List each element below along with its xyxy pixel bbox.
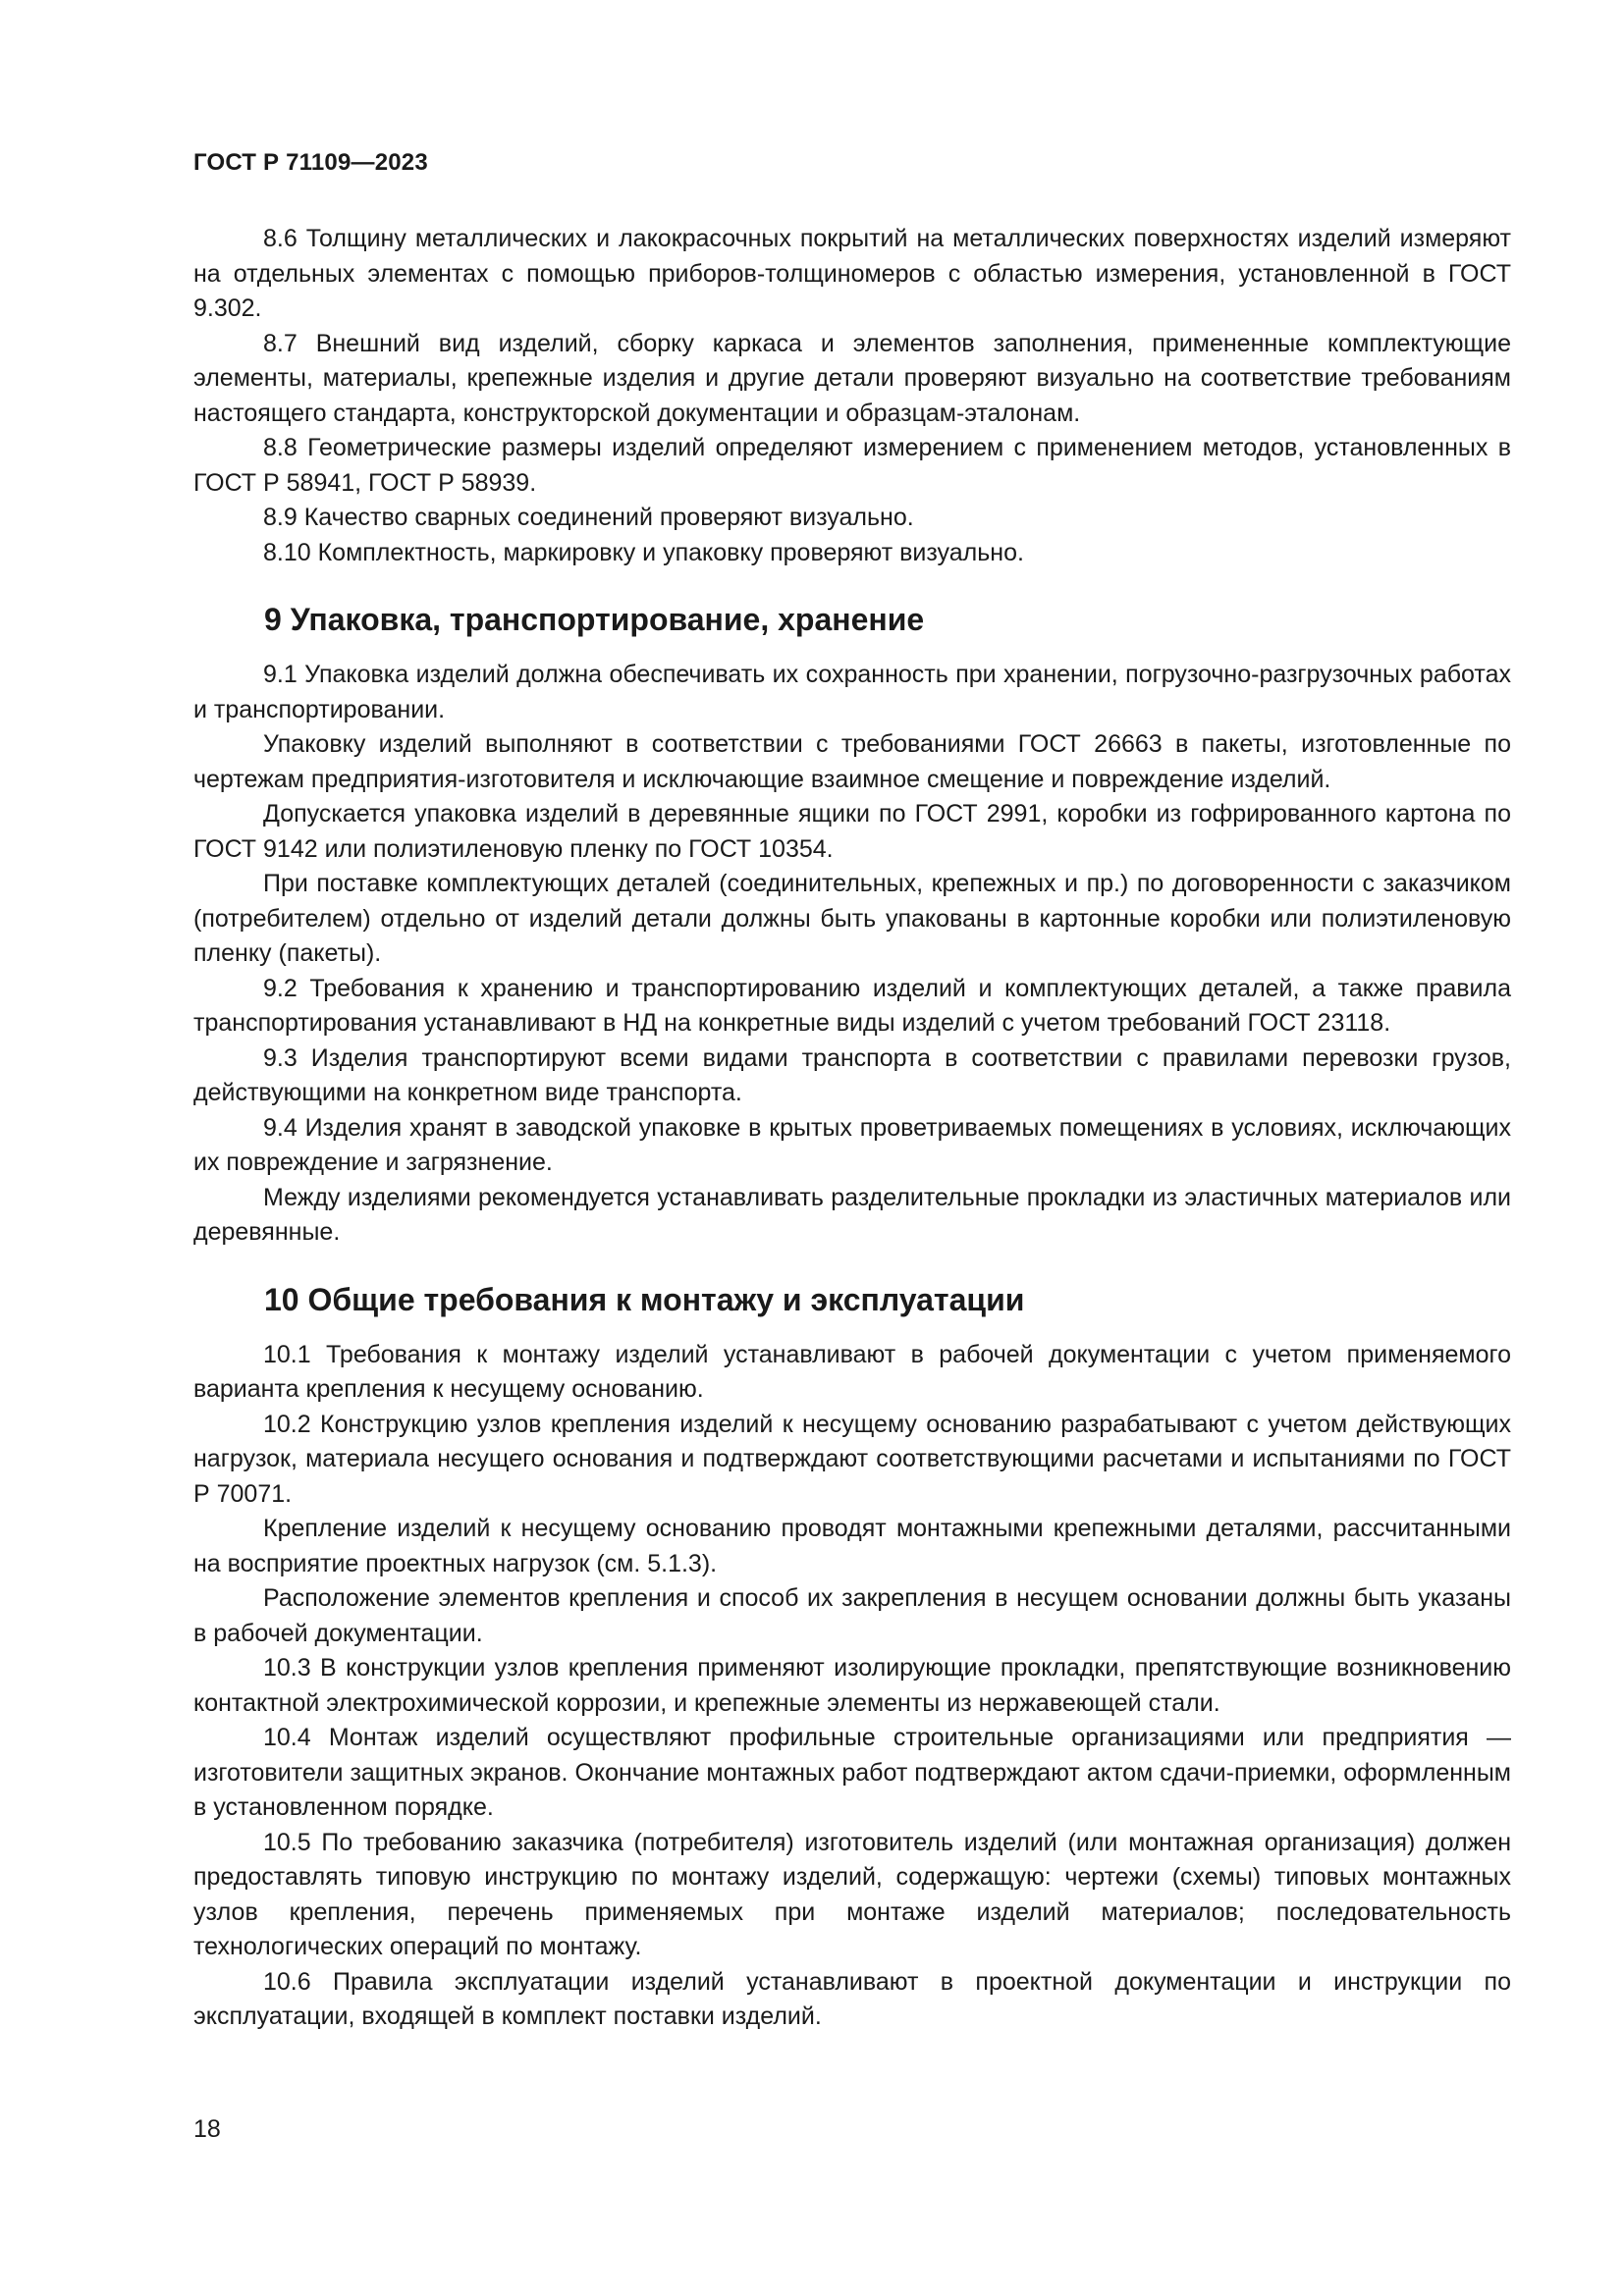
clause-8-6: 8.6 Толщину металлических и лакокрасочных покрытий на металлических поверхностях изделий измеряют на отдельных элементах с помощью приборов-толщиномеров с областью измерения, установленной в ГОСТ 9.302. [193,225,1511,322]
clause-10-4: 10.4 Монтаж изделий осуществляют профильные строительные организациями или предприятия — изготовители защитных экранов. Окончание монтажных работ подтверждают актом сдачи-приемки, оформленным в установленном порядке. [193,1724,1511,1821]
document-code: ГОСТ Р 71109—2023 [193,149,428,176]
paragraph: Упаковку изделий выполняют в соответствии с требованиями ГОСТ 26663 в пакеты, изготовленные по чертежам предприятия-изготовителя и исключающие взаимное смещение и повреждение изделий. [193,730,1511,793]
section-9-heading: 9 Упаковка, транспортирование, хранение [264,602,925,637]
paragraph: Крепление изделий к несущему основанию проводят монтажными крепежными деталями, рассчитанными на восприятие проектных нагрузок (см. 5.1.3). [193,1515,1511,1577]
page-content [193,222,1511,2035]
clause-10-1: 10.1 Требования к монтажу изделий устанавливают в рабочей документации с учетом применяемого варианта крепления к несущему основанию. [193,1340,1511,1403]
clause-8-7: 8.7 Внешний вид изделий, сборку каркаса и элементов заполнения, примененные комплектующие элементы, материалы, крепежные изделия и другие детали проверяют визуально на соответствие требованиям настоящего стандарта, конструкторской документации и образцам-эталонам. [193,329,1511,427]
page-number: 18 [193,2115,221,2143]
paragraph: При поставке комплектующих деталей (соединительных, крепежных и пр.) по договоренности с заказчиком (потребителем) отдельно от изделий детали должны быть упакованы в картонные коробки или полиэтиленовую пленку (пакеты). [193,870,1511,967]
clause-8-10: 8.10 Комплектность, маркировку и упаковку проверяют визуально. [263,538,1024,566]
paragraph: Допускается упаковка изделий в деревянные ящики по ГОСТ 2991, коробки из гофрированного картона по ГОСТ 9142 или полиэтиленовую пленку по ГОСТ 10354. [193,800,1511,863]
clause-9-1: 9.1 Упаковка изделий должна обеспечивать их сохранность при хранении, погрузочно-разгрузочных работах и транспортировании. [193,661,1511,723]
clause-9-3: 9.3 Изделия транспортируют всеми видами транспорта в соответствии с правилами перевозки грузов, действующими на конкретном виде транспорта. [193,1043,1511,1106]
paragraph: Между изделиями рекомендуется устанавливать разделительные прокладки из эластичных материалов или деревянные. [193,1183,1511,1246]
paragraph: Расположение элементов крепления и способ их закрепления в несущем основании должны быть указаны в рабочей документации. [193,1584,1511,1647]
clause-8-9: 8.9 Качество сварных соединений проверяют визуально. [263,504,914,531]
clause-9-4: 9.4 Изделия хранят в заводской упаковке в крытых проветриваемых помещениях в условиях, исключающих их повреждение и загрязнение. [193,1113,1511,1176]
clause-8-8: 8.8 Геометрические размеры изделий определяют измерением с применением методов, установленных в ГОСТ Р 58941, ГОСТ Р 58939. [193,434,1511,497]
clause-10-2: 10.2 Конструкцию узлов крепления изделий к несущему основанию разрабатывают с учетом действующих нагрузок, материала несущего основания и подтверждают соответствующими расчетами и испытаниями по ГОСТ Р 70071. [193,1410,1511,1508]
clause-10-6: 10.6 Правила эксплуатации изделий устанавливают в проектной документации и инструкции по эксплуатации, входящей в комплект поставки изделий. [193,1967,1511,2030]
clause-9-2: 9.2 Требования к хранению и транспортированию изделий и комплектующих деталей, а также правила транспортирования устанавливают в НД на конкретные виды изделий с учетом требований ГОСТ 23118. [193,974,1511,1037]
section-10-heading: 10 Общие требования к монтажу и эксплуатации [264,1281,1025,1317]
clause-10-3: 10.3 В конструкции узлов крепления применяют изолирующие прокладки, препятствующие возникновению контактной электрохимической коррозии, и крепежные элементы из нержавеющей стали. [193,1654,1511,1717]
clause-10-5: 10.5 По требованию заказчика (потребителя) изготовитель изделий (или монтажная организация) должен предоставлять типовую инструкцию по монтажу изделий, содержащую: чертежи (схемы) типовых монтажных узлов крепления, перечень применяемых при монтаже изделий материалов; последовательность технологических операций по монтажу. [193,1828,1511,1960]
